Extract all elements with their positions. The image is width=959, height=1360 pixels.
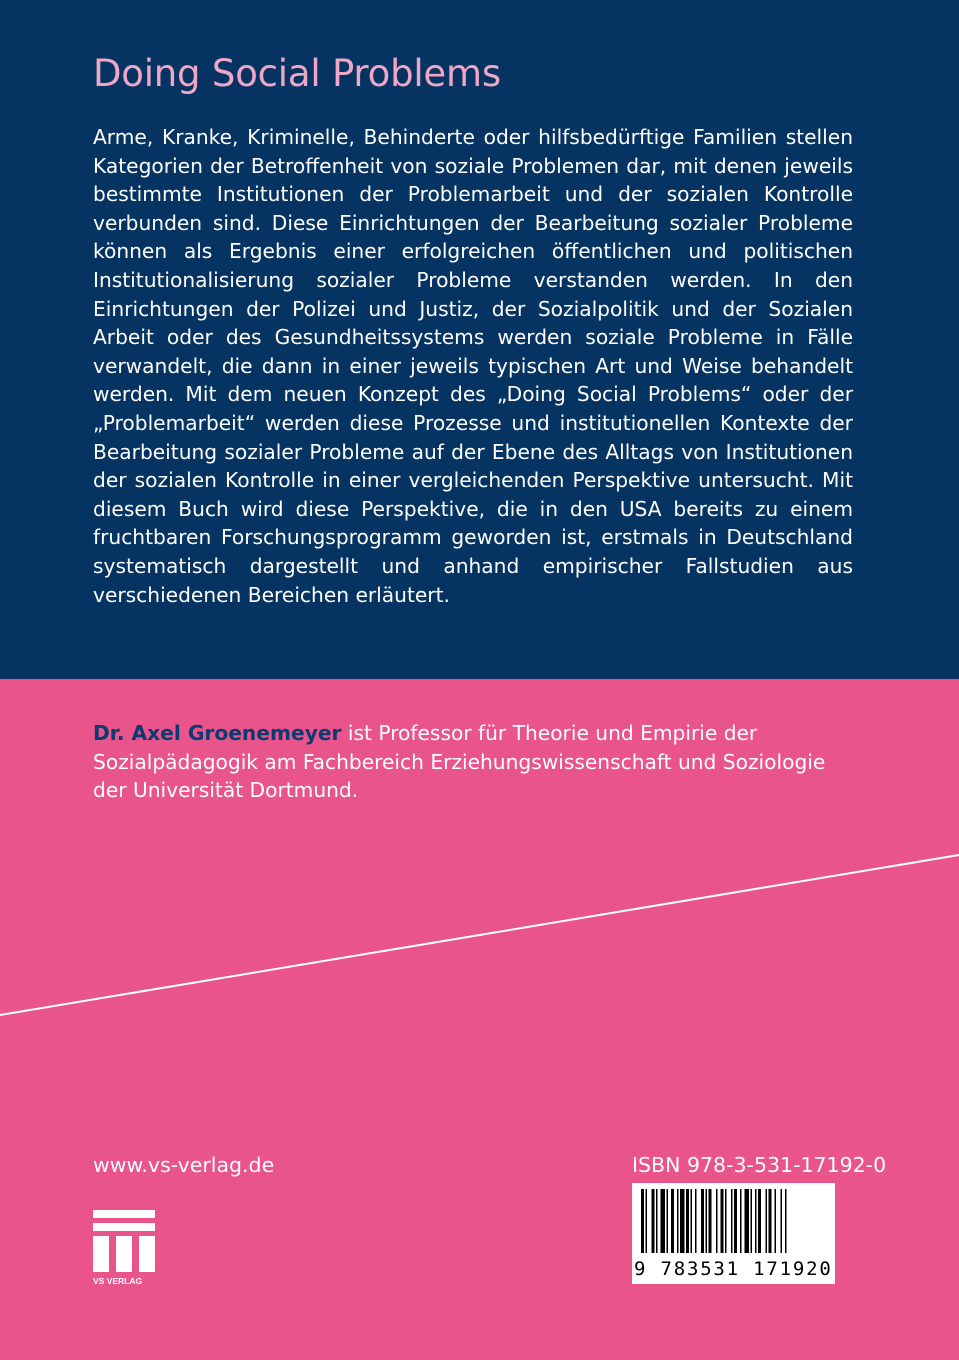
- logo-text: VS VERLAG: [93, 1276, 143, 1286]
- author-bio-text: ist Professor für Theorie und Empirie der Sozialpädagogik am Fachbereich Erziehungswissenschaft und Soziologie der Universität Dortmund.: [93, 721, 826, 803]
- vs-verlag-logo: [93, 1210, 155, 1286]
- author-name: Dr. Axel Groenemeyer: [93, 721, 342, 745]
- publisher-website: www.vs-verlag.de: [93, 1153, 275, 1177]
- barcode-number: 9 783531 171920: [634, 1258, 833, 1280]
- book-title: Doing Social Problems: [93, 52, 501, 95]
- book-description: Arme, Kranke, Kriminelle, Behinderte oder hilfsbedürftige Familien stellen Kategorien der Betroffenheit von soziale Problemen dar, mit denen jeweils bestimmte Institutionen der Problemarbeit und der sozialen Kontrolle verbunden sind. Diese Einrichtungen der Bearbeitung sozialer Probleme können als Ergebnis einer erfolgreichen öffentlichen und politischen Institutionalisierung sozialer Probleme verstanden werden. In den Einrichtungen der Polizei und Justiz, der Sozialpolitik und der Sozialen Arbeit oder des Gesundheitssystems werden soziale Probleme in Fälle verwandelt, die dann in einer jeweils typischen Art und Weise behandelt werden. Mit dem neuen Konzept des „Doing Social Problems“ oder der „Problemarbeit“ werden diese Prozesse und institutionellen Kontexte der Bearbeitung sozialer Probleme auf der Ebene des Alltags von Institutionen der sozialen Kontrolle in einer vergleichenden Perspektive untersucht. Mit diesem Buch wird diese Perspektive, die in den USA bereits zu einem fruchtbaren Forschungsprogramm geworden ist, erstmals in Deutschland systematisch dargestellt und anhand empirischer Fallstudien aus verschiedenen Bereichen erläutert.: [93, 125, 853, 607]
- isbn: ISBN 978-3-531-17192-0: [632, 1153, 887, 1177]
